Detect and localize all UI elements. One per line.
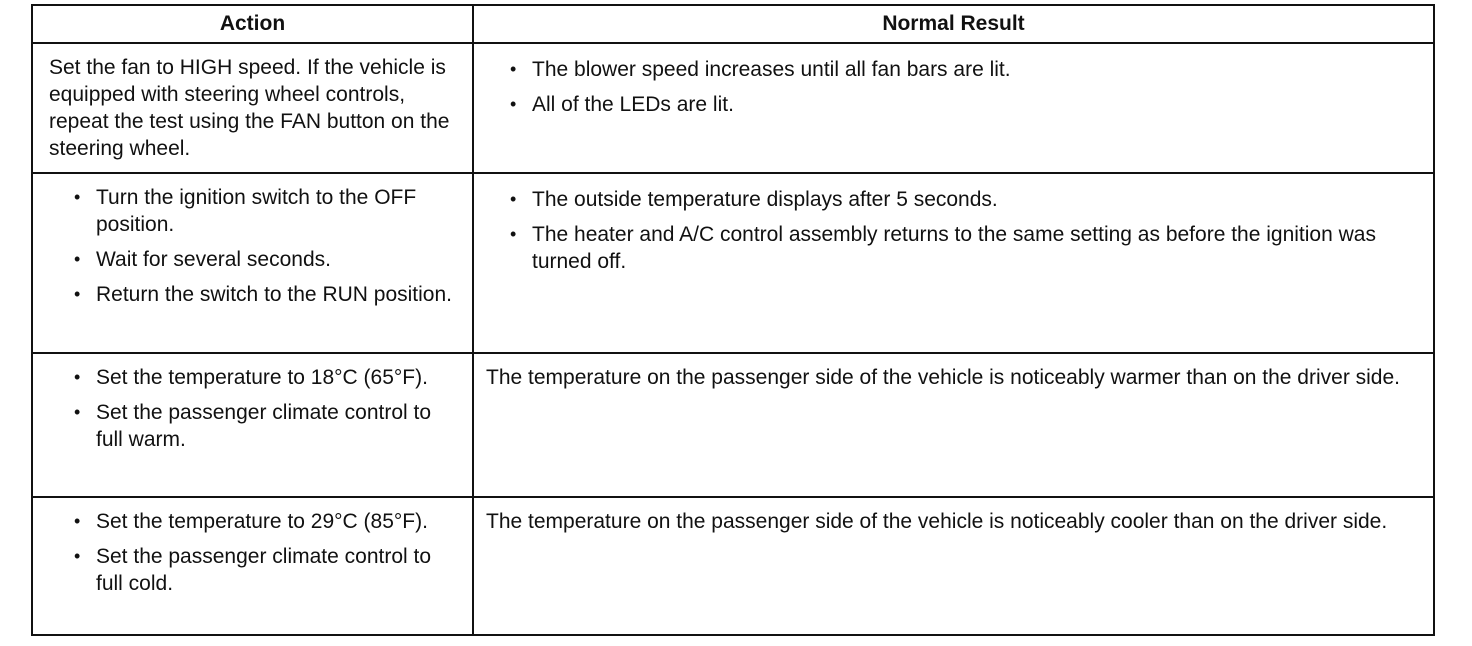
result-item-text: The blower speed increases until all fan bars are lit. [532,58,1011,81]
header-row [32,5,1434,43]
action-item-text: Set the temperature to 18°C (65°F). [96,366,428,389]
table-row [32,173,1434,353]
action-column-header: Action [32,5,473,43]
bullet-icon: • [510,59,517,79]
action-list [49,508,460,597]
bullet-icon: • [74,187,81,207]
action-list [49,364,460,453]
action-item-text: Turn the ignition switch to the OFF position. [96,186,417,236]
bullet-icon: • [74,402,81,422]
bullet-icon: • [74,367,81,387]
action-list-item [49,364,460,391]
action-list-item [49,399,460,453]
result-cell [473,173,1434,353]
result-list-item [490,56,1421,83]
table-row [32,497,1434,635]
result-item-text: The outside temperature displays after 5 seconds. [532,188,998,211]
bullet-icon: • [74,249,81,269]
result-cell: The temperature on the passenger side of the vehicle is noticeably warmer than on the driver side. [473,353,1434,497]
result-item-text: All of the LEDs are lit. [532,93,734,116]
bullet-icon: • [510,94,517,114]
action-item-text: Set the passenger climate control to full warm. [96,401,432,451]
result-list [490,186,1421,275]
action-list-item [49,246,460,273]
normal-result-column-header: Normal Result [473,5,1434,43]
bullet-icon: • [510,224,517,244]
procedure-table-container [31,4,1435,636]
action-item-text: Set the passenger climate control to full cold. [96,545,432,595]
result-cell [473,43,1434,173]
result-list-item [490,91,1421,118]
action-cell [32,497,473,635]
action-list [49,184,460,308]
bullet-icon: • [510,189,517,209]
action-list-item [49,508,460,535]
action-list-item [49,543,460,597]
action-list-item [49,184,460,238]
action-item-text: Wait for several seconds. [96,248,331,271]
bullet-icon: • [74,546,81,566]
bullet-icon: • [74,284,81,304]
action-list-item [49,281,460,308]
action-item-text: Return the switch to the RUN position. [96,283,452,306]
action-item-text: Set the temperature to 29°C (85°F). [96,510,428,533]
result-item-text: The heater and A/C control assembly returns to the same setting as before the ignition was turned off. [532,223,1376,273]
result-cell: The temperature on the passenger side of the vehicle is noticeably cooler than on the driver side. [473,497,1434,635]
table-row [32,43,1434,173]
procedure-table [31,4,1435,636]
result-list [490,56,1421,118]
action-cell [32,353,473,497]
result-list-item [490,221,1421,275]
bullet-icon: • [74,511,81,531]
result-list-item [490,186,1421,213]
table-row [32,353,1434,497]
action-cell [32,173,473,353]
action-cell: Set the fan to HIGH speed. If the vehicle is equipped with steering wheel controls, repeat the test using the FAN button on the steering wheel. [32,43,473,173]
